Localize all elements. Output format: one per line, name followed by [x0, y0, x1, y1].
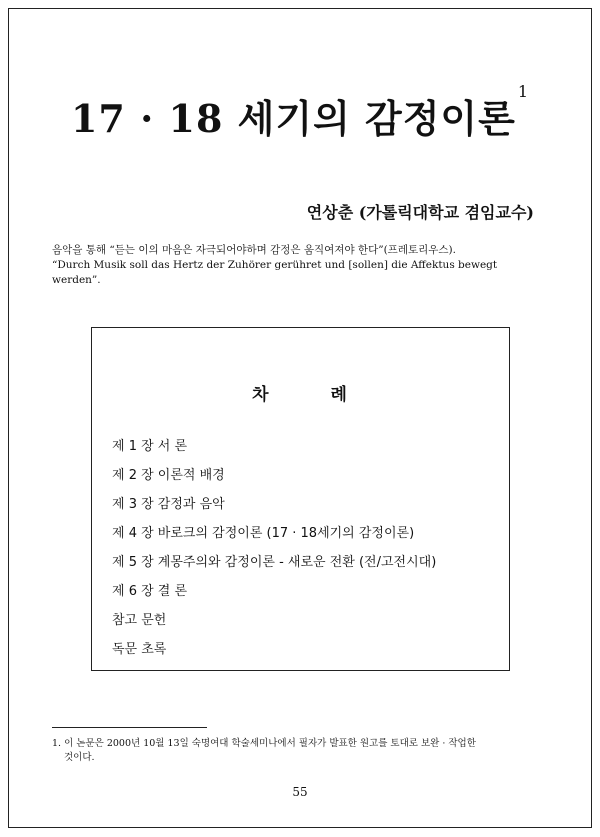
title-footnote-mark: 1 — [517, 82, 530, 101]
footnote-line-2: 것이다. — [64, 752, 95, 763]
toc-item[interactable]: 제 5 장 계몽주의와 감정이론 - 새로운 전환 (전/고전시대) — [112, 555, 437, 570]
epigraph-line-korean: 음악을 통해 “듣는 이의 마음은 자극되어야하며 감정은 움직여져야 한다”(프레토리우스). — [52, 244, 456, 256]
epigraph-line-german-2: werden”. — [52, 274, 101, 286]
page-number: 55 — [292, 785, 308, 799]
toc-heading-left: 차 — [252, 385, 271, 405]
page-title — [0, 82, 600, 143]
table-of-contents — [91, 327, 510, 671]
footnote-line-1: 1. 이 논문은 2000년 10월 13일 숙명여대 학술세미나에서 필자가 발표한 원고를 토대로 보완 · 작업한 — [52, 738, 476, 749]
title-text: 17 · 18 세기의 감정이론 — [70, 96, 516, 141]
toc-item[interactable]: 제 2 장 이론적 배경 — [112, 468, 225, 483]
toc-heading-right: 례 — [330, 385, 349, 405]
footnote — [52, 737, 552, 765]
toc-item[interactable]: 제 3 장 감정과 음악 — [112, 497, 225, 512]
toc-heading — [92, 380, 509, 405]
toc-item[interactable]: 독문 초록 — [112, 642, 167, 657]
toc-item[interactable]: 제 4 장 바로크의 감정이론 (17 · 18세기의 감정이론) — [112, 526, 415, 541]
epigraph — [52, 243, 552, 288]
epigraph-line-german-1: “Durch Musik soll das Hertz der Zuhörer gerühret und [sollen] die Affektus bewegt — [52, 259, 498, 271]
footnote-divider — [52, 727, 207, 728]
author-line: 연상춘 (가톨릭대학교 겸임교수) — [306, 203, 534, 222]
toc-item[interactable]: 참고 문헌 — [112, 613, 167, 628]
toc-item[interactable]: 제 1 장 서 론 — [112, 439, 188, 454]
toc-item[interactable]: 제 6 장 결 론 — [112, 584, 188, 599]
